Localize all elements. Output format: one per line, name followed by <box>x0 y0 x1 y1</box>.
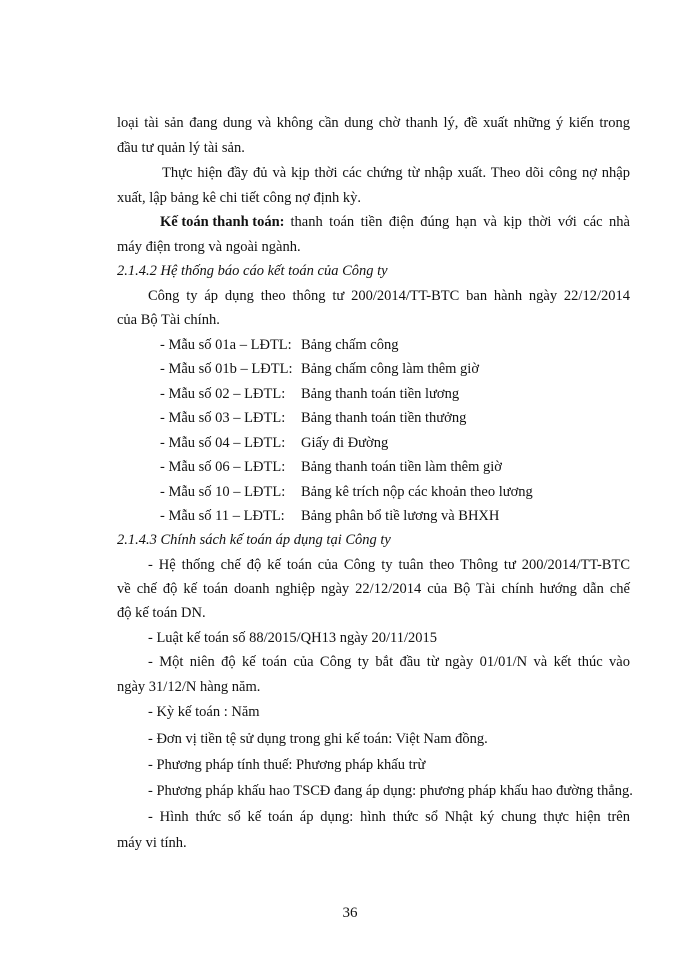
paragraph-line: loại tài sản đang dung và không cần dung chờ thanh lý, đề xuất những ý kiến trong <box>117 115 630 131</box>
form-name: Bảng thanh toán tiền lương <box>301 386 460 402</box>
list-item: - Đơn vị tiền tệ sử dụng trong ghi kế toán: Việt Nam đồng. <box>148 731 488 747</box>
paragraph-line: máy vi tính. <box>117 835 187 851</box>
section-heading-policy: 2.1.4.3 Chính sách kế toán áp dụng tại Công ty <box>117 532 391 548</box>
paragraph-line: đầu tư quản lý tài sản. <box>117 140 245 156</box>
list-item: - Kỳ kế toán : Năm <box>148 704 260 720</box>
paragraph-line: - Một niên độ kế toán của Công ty bắt đầu từ ngày 01/01/N và kết thúc vào <box>148 654 630 670</box>
form-code: - Mẫu số 01a – LĐTL: <box>160 337 292 353</box>
form-name: Bảng phân bổ tiề lương và BHXH <box>301 508 500 524</box>
page-number: 36 <box>342 905 358 921</box>
form-name: Bảng thanh toán tiền làm thêm giờ <box>301 459 502 475</box>
paragraph-line <box>160 213 630 231</box>
paragraph-line: độ kế toán DN. <box>117 605 206 621</box>
paragraph-line: về chế độ kế toán doanh nghiệp ngày 22/12/2014 của Bộ Tài chính hướng dẫn chế <box>117 581 630 597</box>
bold-term: Kế toán thanh toán: <box>160 214 285 230</box>
form-name: Giấy đi Đường <box>301 435 389 451</box>
form-name: Bảng kê trích nộp các khoản theo lương <box>301 484 533 500</box>
form-name: Bảng chấm công <box>301 337 399 353</box>
list-item: - Phương pháp khấu hao TSCĐ đang áp dụng: phương pháp khấu hao đường thẳng. <box>148 783 633 799</box>
section-heading-reports: 2.1.4.2 Hệ thống báo cáo kết toán của Công ty <box>117 263 388 279</box>
list-item: - Phương pháp tính thuế: Phương pháp khấu trừ <box>148 757 426 773</box>
form-code: - Mẫu số 03 – LĐTL: <box>160 410 286 426</box>
list-item: - Luật kế toán số 88/2015/QH13 ngày 20/11/2015 <box>148 630 438 646</box>
form-code: - Mẫu số 06 – LĐTL: <box>160 459 286 475</box>
form-code: - Mẫu số 11 – LĐTL: <box>160 508 285 524</box>
paragraph-line: xuất, lập bảng kê chi tiết công nợ định kỳ. <box>117 190 362 206</box>
paragraph-line: máy điện trong và ngoài ngành. <box>117 239 301 255</box>
paragraph-line: Công ty áp dụng theo thông tư 200/2014/TT-BTC ban hành ngày 22/12/2014 <box>148 288 630 304</box>
paragraph-line: Thực hiện đầy đủ và kịp thời các chứng từ nhập xuất. Theo dõi công nợ nhập <box>162 165 630 181</box>
form-code: - Mẫu số 04 – LĐTL: <box>160 435 286 451</box>
form-code: - Mẫu số 10 – LĐTL: <box>160 484 286 500</box>
paragraph-text: thanh toán tiền điện đúng hạn và kịp thời với các nhà <box>290 214 630 230</box>
form-code: - Mẫu số 01b – LĐTL: <box>160 361 293 377</box>
form-name: Bảng chấm công làm thêm giờ <box>301 361 480 377</box>
form-name: Bảng thanh toán tiền thưởng <box>301 410 467 426</box>
paragraph-line: - Hình thức sổ kế toán áp dụng: hình thức sổ Nhật ký chung thực hiện trên <box>148 809 630 825</box>
form-code: - Mẫu số 02 – LĐTL: <box>160 386 286 402</box>
paragraph-line: của Bộ Tài chính. <box>117 312 220 328</box>
paragraph-line: - Hệ thống chế độ kế toán của Công ty tuân theo Thông tư 200/2014/TT-BTC <box>148 557 630 573</box>
paragraph-line: ngày 31/12/N hàng năm. <box>117 679 261 695</box>
